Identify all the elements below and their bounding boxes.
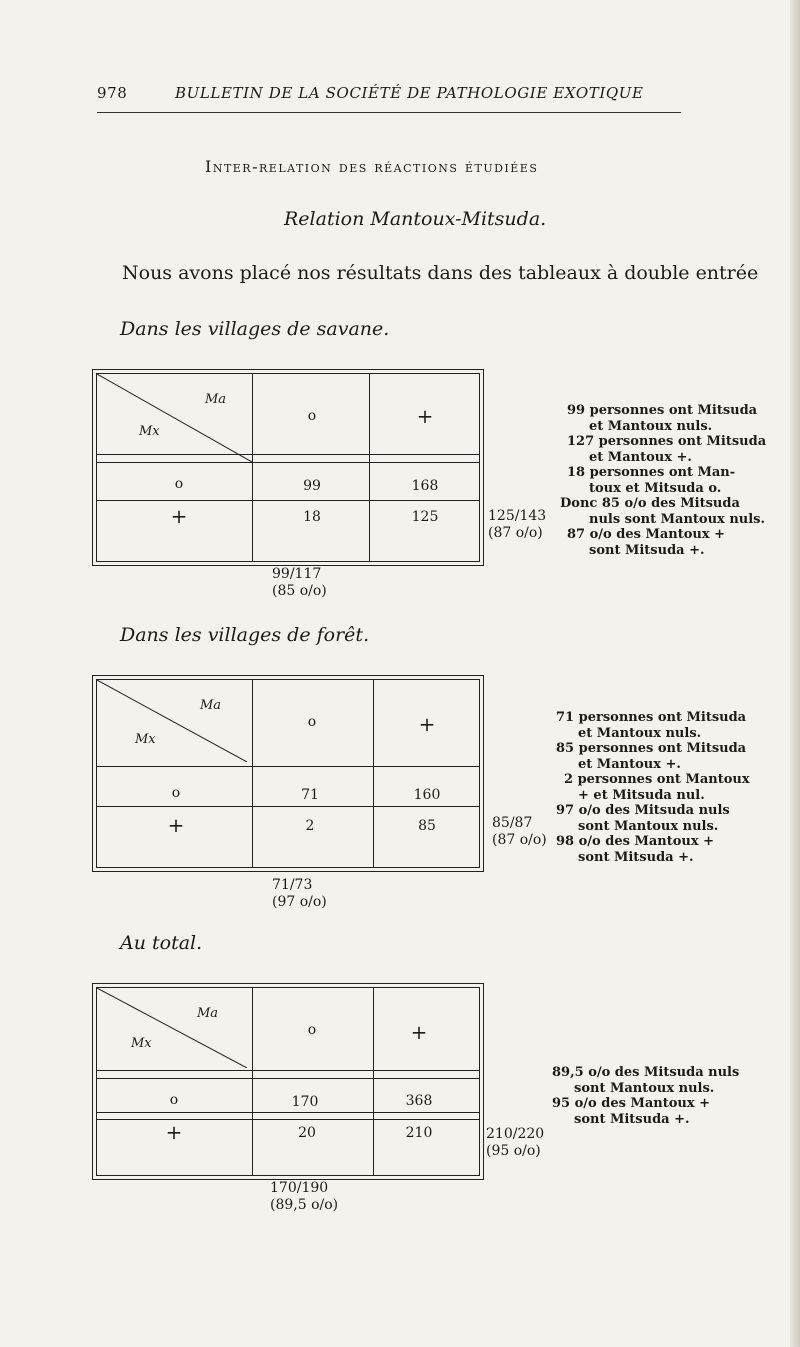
header-rule <box>97 112 681 113</box>
table-cell: 71 <box>301 787 319 803</box>
contingency-table-total <box>92 983 484 1180</box>
note-line: nuls sont Mantoux nuls. <box>589 511 766 527</box>
column-header: o <box>307 408 317 424</box>
row-divider <box>97 454 479 455</box>
note-line: + et Mitsuda nul. <box>578 787 705 803</box>
ratio-value: 85/87 <box>492 815 533 831</box>
subtitle: Relation Mantoux-Mitsuda. <box>284 208 547 230</box>
side-ratio <box>492 815 547 849</box>
row-divider <box>97 1119 479 1120</box>
table-cell: 18 <box>303 509 321 525</box>
column-divider <box>252 988 253 1175</box>
section-title: Inter-relation des réactions étudiées <box>205 157 539 176</box>
ratio-value: 125/143 <box>488 508 547 524</box>
column-divider <box>252 680 253 867</box>
column-axis-label: Ma <box>200 698 222 713</box>
row-header: + <box>165 1120 183 1144</box>
row-header: + <box>170 504 188 528</box>
table-cell: 2 <box>305 818 315 834</box>
note-line: 99 personnes ont Mitsuda <box>567 403 758 418</box>
row-divider <box>97 766 479 767</box>
diagonal-divider <box>97 680 247 762</box>
row-divider <box>97 462 479 463</box>
note-line: 71 personnes ont Mitsuda <box>556 710 747 725</box>
note-line: 95 o/o des Mantoux + <box>552 1096 710 1111</box>
table-frame <box>96 679 480 868</box>
column-axis-label: Ma <box>205 392 227 407</box>
table-cell: 368 <box>405 1093 433 1109</box>
column-axis-label: Ma <box>197 1006 219 1021</box>
row-divider <box>97 1078 479 1079</box>
page-number: 978 <box>97 84 128 102</box>
note-line: sont Mitsuda +. <box>589 542 705 558</box>
diagonal-divider <box>97 374 252 462</box>
note-line: 87 o/o des Mantoux + <box>567 527 725 542</box>
note-line: sont Mitsuda +. <box>574 1111 690 1127</box>
row-header: + <box>167 813 185 837</box>
journal-title: BULLETIN DE LA SOCIÉTÉ DE PATHOLOGIE EXOTIQUE <box>175 84 644 102</box>
bottom-ratio <box>272 877 327 911</box>
column-header: o <box>307 714 317 730</box>
ratio-value: 99/117 <box>272 566 322 582</box>
note-line: sont Mantoux nuls. <box>574 1080 715 1096</box>
page-edge <box>790 0 800 1347</box>
group-heading-total: Au total. <box>120 932 203 954</box>
notes-total <box>552 1065 739 1127</box>
ratio-value: 210/220 <box>486 1126 545 1142</box>
note-line: 2 personnes ont Mantoux <box>564 772 750 787</box>
column-header: + <box>416 404 434 428</box>
row-header: o <box>174 476 184 492</box>
contingency-table-foret <box>92 675 484 872</box>
note-line: 97 o/o des Mitsuda nuls <box>556 803 730 818</box>
table-cell: 210 <box>405 1125 433 1141</box>
note-line: 127 personnes ont Mitsuda <box>567 434 767 449</box>
note-line: 85 personnes ont Mitsuda <box>556 741 747 756</box>
table-frame <box>96 373 480 562</box>
table-cell: 170 <box>291 1094 319 1110</box>
intro-paragraph: Nous avons placé nos résultats dans des tableaux à double entrée <box>122 262 759 284</box>
row-header: o <box>171 785 181 801</box>
note-line: et Mantoux +. <box>578 756 681 772</box>
ratio-percent: (87 o/o) <box>492 832 547 848</box>
bottom-ratio <box>270 1180 338 1214</box>
column-header: + <box>410 1020 428 1044</box>
ratio-percent: (89,5 o/o) <box>270 1197 339 1213</box>
row-divider <box>97 1112 479 1113</box>
group-heading-foret: Dans les villages de forêt. <box>120 624 370 646</box>
column-divider <box>373 680 374 867</box>
ratio-percent: (97 o/o) <box>272 894 327 910</box>
bottom-ratio <box>272 566 327 600</box>
table-cell: 99 <box>303 478 321 494</box>
ratio-value: 170/190 <box>270 1180 329 1196</box>
ratio-percent: (87 o/o) <box>488 525 543 541</box>
note-line: sont Mantoux nuls. <box>578 818 719 834</box>
group-heading-savane: Dans les villages de savane. <box>120 318 390 340</box>
column-divider <box>252 374 253 561</box>
notes-savane <box>560 403 767 558</box>
note-line: sont Mitsuda +. <box>578 849 694 865</box>
row-divider <box>97 806 479 807</box>
diagonal-divider <box>97 988 247 1068</box>
column-header: o <box>307 1022 317 1038</box>
note-line: Donc 85 o/o des Mitsuda <box>560 496 740 511</box>
row-header: o <box>169 1092 179 1108</box>
note-line: 98 o/o des Mantoux + <box>556 834 714 849</box>
table-cell: 20 <box>298 1125 316 1141</box>
contingency-table-savane <box>92 369 484 566</box>
row-axis-label: Mx <box>135 732 156 747</box>
ratio-percent: (85 o/o) <box>272 583 327 599</box>
row-axis-label: Mx <box>139 424 160 439</box>
notes-foret <box>556 710 750 865</box>
side-ratio <box>486 1126 544 1160</box>
ratio-value: 71/73 <box>272 877 313 893</box>
table-cell: 160 <box>413 787 441 803</box>
note-line: et Mantoux +. <box>589 449 692 465</box>
note-line: 89,5 o/o des Mitsuda nuls <box>552 1065 740 1080</box>
table-cell: 85 <box>418 818 436 834</box>
table-cell: 168 <box>411 478 439 494</box>
row-divider <box>97 1070 479 1071</box>
note-line: toux et Mitsuda o. <box>589 480 722 496</box>
table-frame <box>96 987 480 1176</box>
column-header: + <box>418 712 436 736</box>
row-divider <box>97 500 479 501</box>
row-axis-label: Mx <box>131 1036 152 1051</box>
note-line: et Mantoux nuls. <box>578 725 702 741</box>
column-divider <box>369 374 370 561</box>
side-ratio <box>488 508 546 542</box>
column-divider <box>373 988 374 1175</box>
table-cell: 125 <box>411 509 439 525</box>
ratio-percent: (95 o/o) <box>486 1143 541 1159</box>
note-line: et Mantoux nuls. <box>589 418 713 434</box>
note-line: 18 personnes ont Man- <box>567 465 736 480</box>
